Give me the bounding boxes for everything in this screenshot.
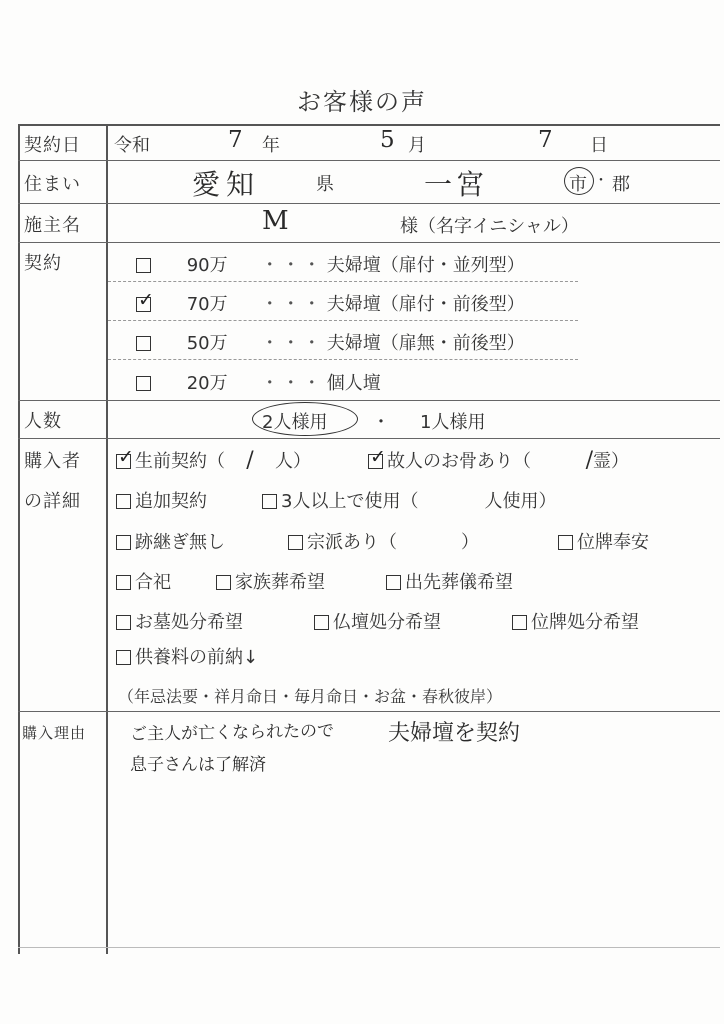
- people-separator: ・: [372, 412, 390, 433]
- buyer-details-label-line1: 購入者: [24, 451, 81, 472]
- option-desc: 個人壇: [326, 373, 381, 394]
- option-dash-1: [108, 281, 578, 282]
- row-line-1: [18, 160, 720, 161]
- row-line-6: [18, 711, 720, 712]
- row-line-2: [18, 203, 720, 204]
- deceased-bones-option[interactable]: [368, 447, 629, 473]
- contract-option-70[interactable]: [136, 290, 525, 316]
- deceased-bones-label: 故人のお骨あり（: [387, 451, 531, 472]
- year-unit: 年: [262, 135, 280, 156]
- checkbox[interactable]: [116, 615, 131, 630]
- deceased-bones-suffix: 霊）: [593, 451, 629, 472]
- option-price: 50万: [186, 333, 228, 354]
- option-dash-3: [108, 359, 578, 360]
- sect-label: 宗派あり（: [307, 532, 397, 553]
- checkbox[interactable]: [216, 575, 231, 590]
- checkbox-checked[interactable]: [136, 289, 154, 312]
- option-desc: 夫婦壇（扉無・前後型）: [326, 333, 525, 354]
- contract-option-50[interactable]: [136, 329, 525, 355]
- option-price: 70万: [186, 294, 228, 315]
- owner-initial: M: [262, 206, 289, 236]
- city-unit: 市: [569, 174, 587, 195]
- no-successor-label: 跡継ぎ無し: [135, 532, 225, 553]
- checkbox[interactable]: [558, 535, 573, 550]
- butsudan-disposal-label: 仏壇処分希望: [333, 612, 441, 633]
- option-desc: 夫婦壇（扉付・並列型）: [326, 255, 525, 276]
- contract-option-90[interactable]: [136, 251, 525, 277]
- option-price: 90万: [186, 255, 228, 276]
- reason-line1-b: 夫婦壇を契約: [388, 721, 521, 746]
- option-dots: ・・・: [260, 255, 324, 276]
- day-value: 7: [538, 127, 553, 153]
- pre-contract-value: /: [246, 448, 254, 473]
- family-funeral-option[interactable]: [216, 568, 325, 594]
- page-title: お客様の声: [297, 88, 427, 116]
- row-line-4: [18, 400, 720, 401]
- checkbox[interactable]: [136, 336, 151, 351]
- checkbox-checked[interactable]: [116, 446, 134, 469]
- unit-separator: ・: [594, 173, 608, 189]
- checkbox[interactable]: [116, 575, 131, 590]
- ihai-disposal-option[interactable]: [512, 608, 639, 634]
- memorial-note: （年忌法要・祥月命日・毎月命日・お盆・春秋彼岸）: [118, 687, 503, 706]
- year-value: 7: [228, 127, 243, 153]
- people-two[interactable]: 2人様用: [262, 412, 328, 433]
- checkbox[interactable]: [116, 650, 131, 665]
- checkbox-checked[interactable]: [368, 446, 386, 469]
- option-price: 20万: [186, 373, 228, 394]
- people-one[interactable]: 1人様用: [420, 412, 486, 433]
- option-dash-2: [108, 320, 578, 321]
- frame-left-line: [18, 124, 20, 954]
- checkmark-icon: ✓: [370, 446, 386, 468]
- prefecture-value: 愛知: [192, 168, 261, 201]
- goushi-option[interactable]: [116, 568, 171, 594]
- additional-contract-label: 追加契約: [135, 491, 207, 512]
- contract-date-label: 契約日: [24, 135, 81, 156]
- ihai-label: 位牌奉安: [577, 532, 649, 553]
- butsudan-disposal-option[interactable]: [314, 608, 441, 634]
- option-desc: 夫婦壇（扉付・前後型）: [326, 294, 525, 315]
- grave-disposal-label: お墓処分希望: [135, 612, 243, 633]
- checkbox[interactable]: [314, 615, 329, 630]
- three-or-more-label: 3人以上で使用（: [281, 491, 419, 512]
- grave-disposal-option[interactable]: [116, 608, 243, 634]
- month-value: 5: [380, 127, 395, 153]
- checkmark-icon: ✓: [118, 446, 134, 468]
- checkbox[interactable]: [136, 258, 151, 273]
- memorial-prepay-option[interactable]: [116, 643, 258, 669]
- city-value: 一宮: [424, 168, 489, 201]
- checkbox[interactable]: [386, 575, 401, 590]
- option-dots: ・・・: [260, 294, 324, 315]
- month-unit: 月: [408, 135, 426, 156]
- people-count-label: 人数: [24, 411, 62, 432]
- era-label: 令和: [114, 135, 150, 156]
- family-funeral-label: 家族葬希望: [235, 572, 325, 593]
- row-line-5: [18, 438, 720, 439]
- pre-contract-suffix: 人）: [275, 451, 311, 472]
- owner-name-label: 施主名: [24, 215, 81, 236]
- sect-option[interactable]: [288, 528, 479, 554]
- sect-suffix: ）: [461, 532, 479, 553]
- dispatch-funeral-label: 出先葬儀希望: [405, 572, 513, 593]
- contract-label: 契約: [24, 253, 62, 274]
- ihai-option[interactable]: [558, 528, 649, 554]
- pre-contract-label: 生前契約（: [135, 451, 225, 472]
- frame-bottom-line: [18, 947, 720, 948]
- day-unit: 日: [590, 135, 608, 156]
- checkmark-icon: ✓: [138, 289, 154, 311]
- checkbox[interactable]: [288, 535, 303, 550]
- option-dots: ・・・: [260, 333, 324, 354]
- label-column-divider: [106, 124, 108, 954]
- reason-line2: 息子さんは了解済: [130, 755, 266, 775]
- three-or-more-suffix: 人使用）: [484, 491, 557, 512]
- prefecture-unit: 県: [316, 174, 334, 195]
- purchase-reason-label: 購入理由: [22, 724, 87, 742]
- three-or-more-option[interactable]: [262, 487, 556, 513]
- checkbox[interactable]: [136, 376, 151, 391]
- additional-contract-option[interactable]: [116, 487, 207, 513]
- row-line-3: [18, 242, 720, 243]
- memorial-prepay-label: 供養料の前納↓: [135, 647, 259, 668]
- option-dots: ・・・: [260, 373, 324, 394]
- reason-line1-a: ご主人が亡くなられたので: [129, 721, 335, 745]
- ihai-disposal-label: 位牌処分希望: [531, 612, 639, 633]
- county-unit: 郡: [612, 174, 630, 195]
- deceased-bones-value: /: [585, 448, 593, 473]
- no-successor-option[interactable]: [116, 528, 225, 554]
- checkbox[interactable]: [116, 494, 131, 509]
- checkbox[interactable]: [116, 535, 131, 550]
- buyer-details-label-line2: の詳細: [24, 491, 81, 512]
- checkbox[interactable]: [262, 494, 277, 509]
- dispatch-funeral-option[interactable]: [386, 568, 513, 594]
- goushi-label: 合祀: [135, 572, 171, 593]
- owner-suffix: 様（名字イニシャル）: [400, 216, 579, 237]
- frame-top-line: [18, 124, 720, 126]
- address-label: 住まい: [24, 174, 81, 195]
- checkbox[interactable]: [512, 615, 527, 630]
- pre-contract-option[interactable]: [116, 447, 311, 473]
- contract-option-20[interactable]: [136, 369, 381, 395]
